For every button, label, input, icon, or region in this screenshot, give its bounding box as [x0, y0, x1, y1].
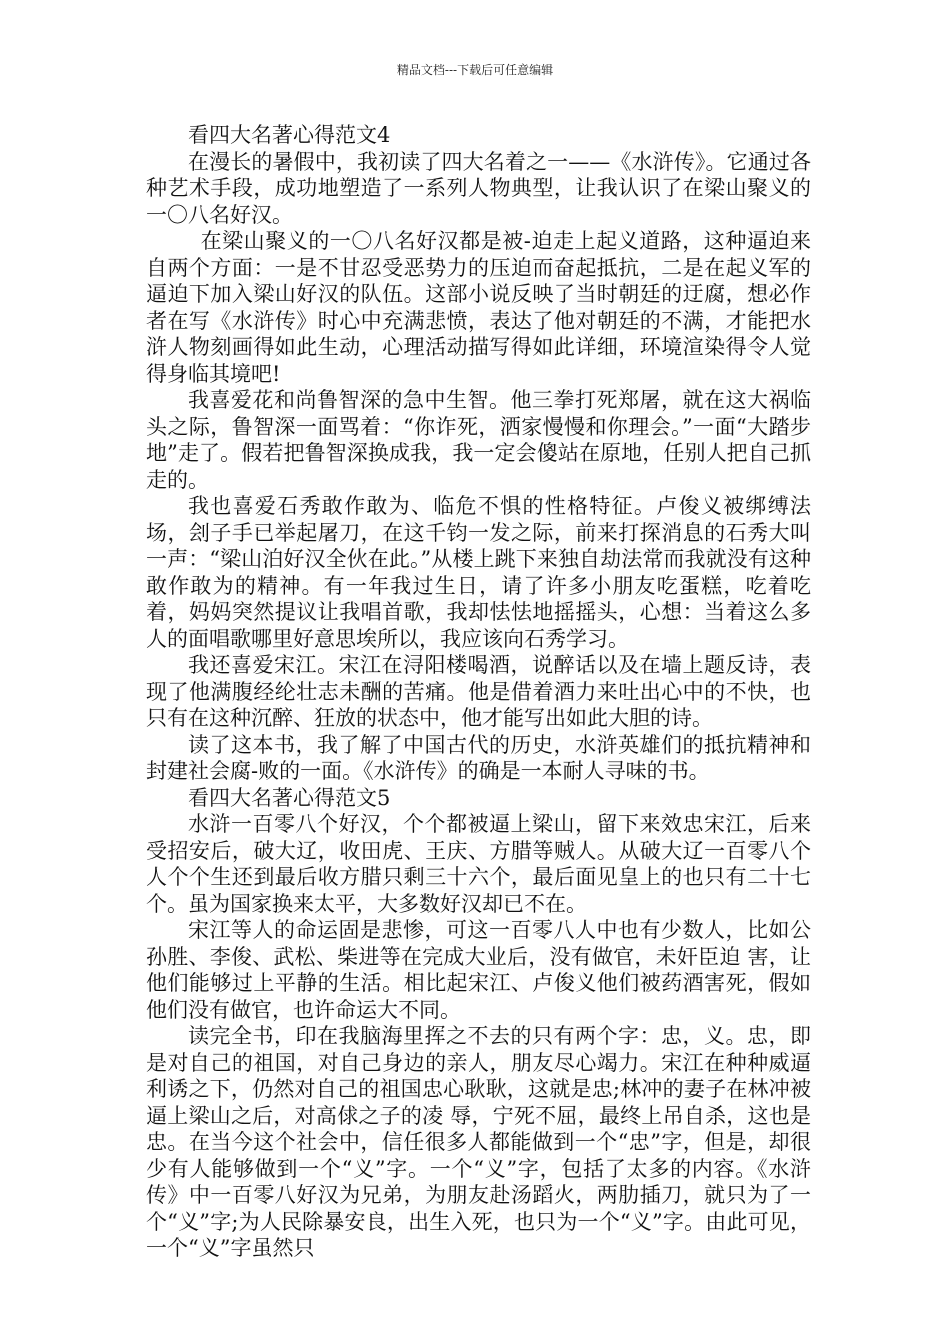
- section-heading-5: 看四大名著心得范文5: [188, 785, 391, 810]
- page-header: 精品文档---下载后可任意编辑: [396, 63, 554, 77]
- paragraph: 水浒一百零八个好汉，个个都被逼上梁山，留下来效忠宋江，后来受招安后，破大辽，收田虎、王庆、方腊等贼人。从破大辽一百零八个人个个生还到最后收方腊只剩三十六个，最后面见皇上的也只有二十七个。虽为国家换来太平，大多数好汉却已不在。: [146, 812, 811, 916]
- paragraph: 读完全书，印在我脑海里挥之不去的只有两个字：忠，义。忠，即是对自己的祖国，对自己身边的亲人，朋友尽心竭力。宋江在种种威逼利诱之下，仍然对自己的祖国忠心耿耿，这就是忠;林冲的妻子在林冲被逼上梁山之后，对高俅之子的凌 辱，宁死不屈，最终上吊自杀，这也是忠。在当今这个社会中，信任很多人都能做到一个“忠”字，但是，却很少有人能够做到一个“义”字。一个“义”字，包括了太多的内容。《水浒传》中一百零八好汉为兄弟，为朋友赴汤蹈火，两肋插刀，就只为了一个“义”字;为人民除暴安良，出生入死，也只为一个“义”字。由此可见，一个“义”字虽然只: [146, 1024, 811, 1260]
- document-body: [146, 122, 811, 1262]
- paragraph: 读了这本书，我了解了中国古代的历史，水浒英雄们的抵抗精神和封建社会腐-败的一面。《水浒传》的确是一本耐人寻味的书。: [146, 732, 811, 783]
- paragraph: 在漫长的暑假中，我初读了四大名着之一——《水浒传》。它通过各种艺术手段，成功地塑造了一系列人物典型，让我认识了在梁山聚义的一〇八名好汉。: [146, 149, 811, 227]
- paragraph: 我还喜爱宋江。宋江在浔阳楼喝酒，说醉话以及在墙上题反诗，表现了他满腹经纶壮志未酬的苦痛。他是借着酒力来吐出心中的不快，也只有在这种沉醉、狂放的状态中，他才能写出如此大胆的诗。: [146, 653, 811, 730]
- paragraph: 我也喜爱石秀敢作敢为、临危不惧的性格特征。卢俊义被绑缚法场，刽子手已举起屠刀，在这千钧一发之际，前来打探消息的石秀大叫一声：“梁山泊好汉全伙在此。”从楼上跳下来独自劫法常而我就没有这种敢作敢为的精神。有一年我过生日，请了许多小朋友吃蛋糕，吃着吃着，妈妈突然提议让我唱首歌，我却怯怯地摇摇头，心想：当着这么多人的面唱歌哪里好意思埃所以，我应该向石秀学习。: [146, 494, 811, 651]
- paragraph: 在梁山聚义的一〇八名好汉都是被-迫走上起义道路，这种逼迫来自两个方面：一是不甘忍受恶势力的压迫而奋起抵抗，二是在起义军的逼迫下加入梁山好汉的队伍。这部小说反映了当时朝廷的迂腐，想必作者在写《水浒传》时心中充满悲愤，表达了他对朝廷的不满，才能把水浒人物刻画得如此生动，心理活动描写得如此详细，环境渲染得令人觉得身临其境吧!: [146, 229, 811, 386]
- paragraph: 宋江等人的命运固是悲惨，可这一百零八人中也有少数人，比如公孙胜、李俊、武松、柴进等在完成大业后，没有做官，未奸臣迫 害，让他们能够过上平静的生活。相比起宋江、卢俊义他们被药酒害死，假如他们没有做官，也许命运大不同。: [146, 918, 811, 1022]
- paragraph: 我喜爱花和尚鲁智深的急中生智。他三拳打死郑屠，就在这大祸临头之际，鲁智深一面骂着：“你诈死，洒家慢慢和你理会。”一面“大踏步地”走了。假若把鲁智深换成我，我一定会傻站在原地，任别人把自己抓走的。: [146, 388, 811, 492]
- section-heading-4: 看四大名著心得范文4: [188, 123, 391, 147]
